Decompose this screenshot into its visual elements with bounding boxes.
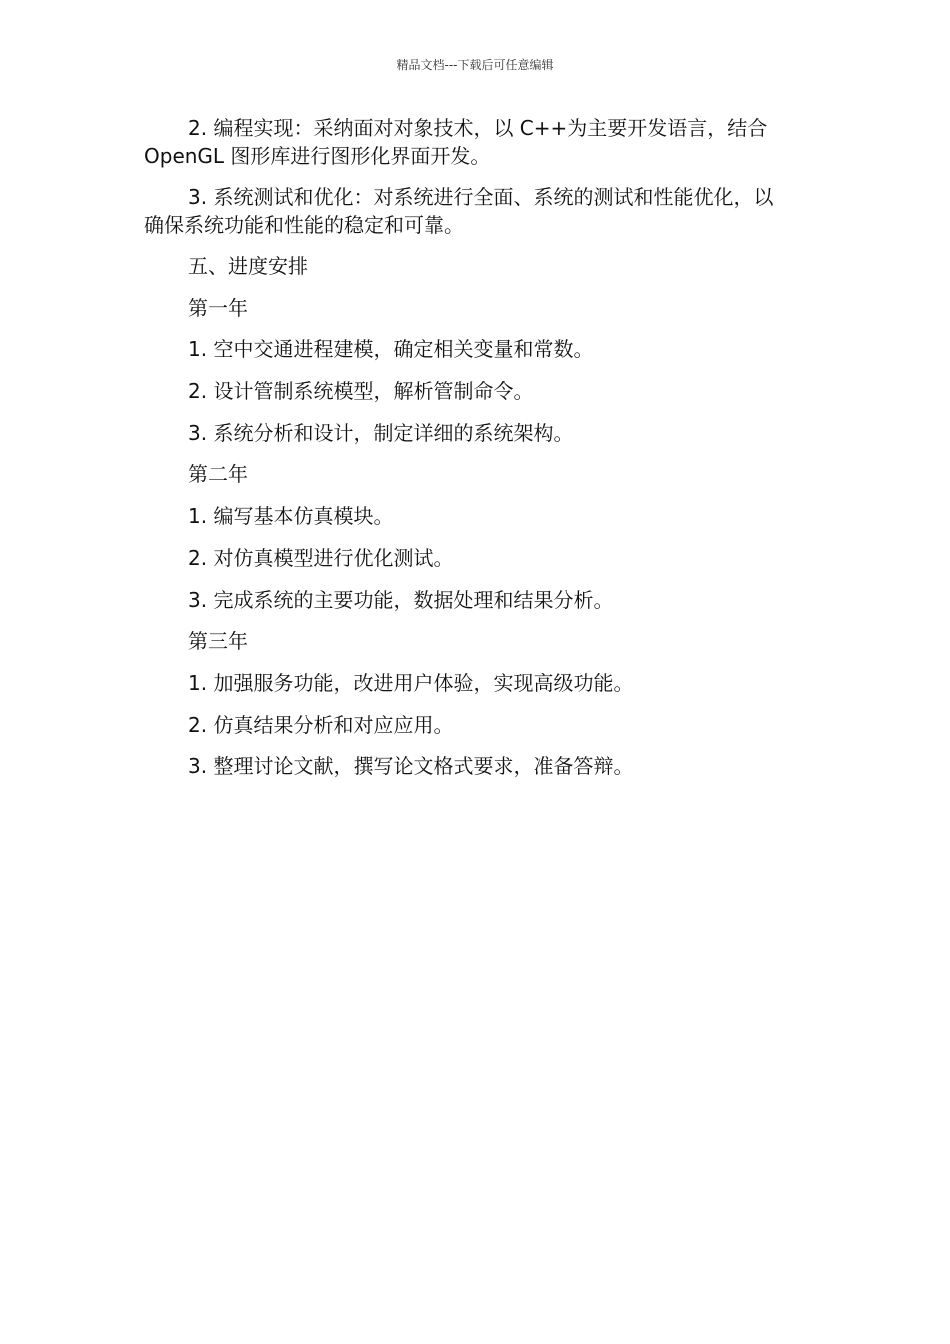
paragraph-line: 2. 编程实现：采纳面对对象技术，以 C++为主要开发语言，结合 [188,116,768,140]
section-heading: 五、进度安排 [188,254,308,278]
year-label: 第二年 [188,462,248,487]
list-item: 3. 整理讨论文献，撰写论文格式要求，准备答辩。 [188,754,634,779]
paragraph-line: 确保系统功能和性能的稳定和可靠。 [144,213,464,237]
list-item: 2. 对仿真模型进行优化测试。 [188,545,454,570]
year-label: 第三年 [188,629,248,654]
page-header: 精品文档---下载后可任意编辑 [396,58,554,72]
paragraph-line: OpenGL 图形库进行图形化界面开发。 [144,144,491,168]
paragraph-programming [144,114,804,170]
year-label: 第一年 [188,295,248,320]
list-item: 2. 设计管制系统模型，解析管制命令。 [188,379,534,404]
list-item: 1. 编写基本仿真模块。 [188,504,394,529]
list-item: 1. 空中交通进程建模，确定相关变量和常数。 [188,337,594,362]
document-body [144,114,804,788]
list-item: 1. 加强服务功能，改进用户体验，实现高级功能。 [188,670,634,695]
list-item: 3. 完成系统的主要功能，数据处理和结果分析。 [188,587,614,612]
paragraph-testing [144,183,804,239]
list-item: 2. 仿真结果分析和对应应用。 [188,712,454,737]
paragraph-line: 3. 系统测试和优化：对系统进行全面、系统的测试和性能优化，以 [188,185,774,209]
list-item: 3. 系统分析和设计，制定详细的系统架构。 [188,420,574,445]
